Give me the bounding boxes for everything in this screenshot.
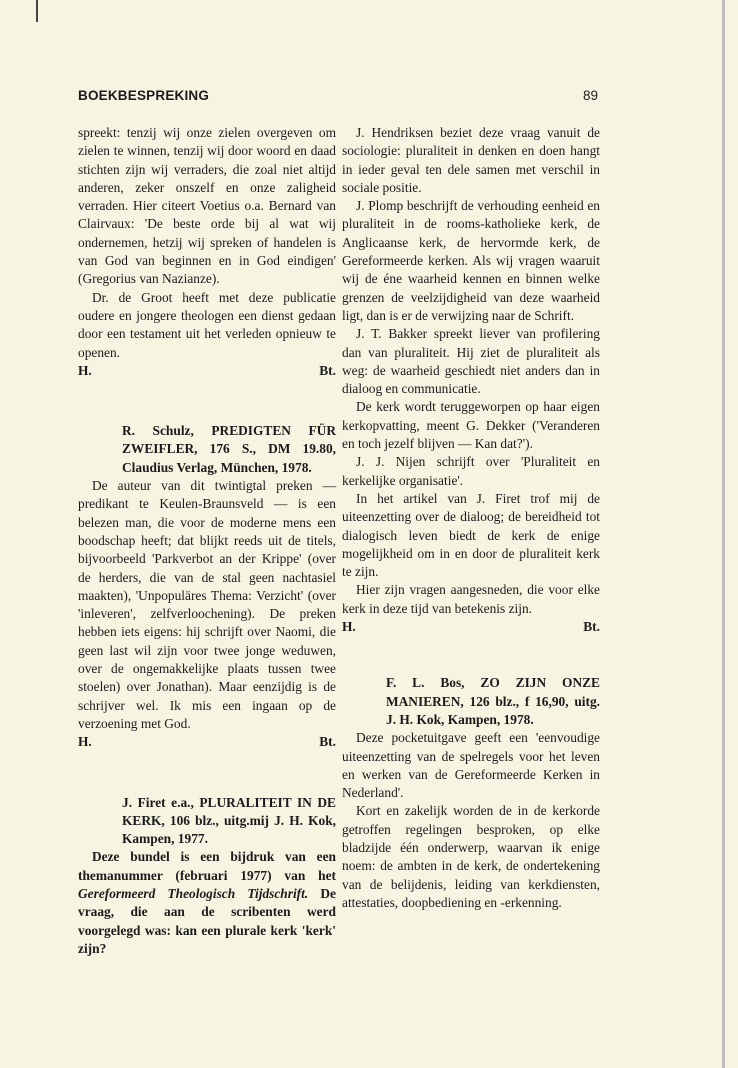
signature-initial-left: H.: [342, 619, 356, 635]
paragraph-plomp: J. Plomp beschrijft de verhouding eenheid en pluraliteit in de rooms-katholieke kerk, de Anglicaanse kerk, de hervormde kerk, de Gereformeerde kerken. Als wij vragen waaruit wij de éne waarheid kennen en binnen welke grenzen de veelzijdigheid van deze waarheid ligt, dan is er de verwijzing naar de Schrift.: [342, 198, 600, 323]
paragraph-dekker: De kerk wordt teruggeworpen op haar eigen kerkopvatting, meent G. Dekker ('Veranderen en toch jezelf blijven — Kan dat?').: [342, 399, 600, 452]
paragraph-firet: In het artikel van J. Firet trof mij de uiteenzetting over de dialoog; de bereidheid tot dialogisch leven biedt de kerk de enige mogelijkheid om in en door de pluraliteit kerk te zijn.: [342, 490, 600, 580]
review-body-firet-a: Deze bundel is een bijdruk van een themanummer (februari 1977) van het: [78, 849, 336, 883]
paragraph-nijen: J. J. Nijen schrijft over 'Pluraliteit en kerkelijke organisatie'.: [342, 454, 600, 488]
page-number: 89: [582, 88, 598, 103]
scan-edge-right: [722, 0, 725, 1068]
paragraph-conclusion: Hier zijn vragen aangesneden, die voor elke kerk in deze tijd van betekenis zijn.: [342, 582, 600, 616]
running-head: BOEKBESPREKING: [78, 88, 210, 103]
signature-1: [78, 362, 336, 380]
signature-initial-right: Bt.: [319, 362, 336, 378]
paragraph-de-groot: Dr. de Groot heeft met deze publicatie oudere en jongere theologen een dienst gedaan door een testament uit het verleden opnieuw te openen.: [78, 289, 336, 360]
right-column: [342, 124, 600, 912]
paragraph-hendriksen: J. Hendriksen beziet deze vraag vanuit de sociologie: pluraliteit in denken en doen hangt in ieder geval ten dele samen met verschil in sociale positie.: [342, 125, 600, 195]
review-heading-schulz: R. Schulz, PREDIGTEN FÜR ZWEIFLER, 176 S., DM 19.80, Claudius Verlag, München, 1978.: [122, 423, 336, 475]
review-heading-bos: F. L. Bos, ZO ZIJN ONZE MANIEREN, 126 blz., f 16,90, uitg. J. H. Kok, Kampen, 1978.: [386, 675, 600, 727]
review-body-bos-2: Kort en zakelijk worden de in de kerkorde getroffen regelingen besproken, op elke bladzijde één onderwerp, waarvan ik enige noem: de ambten in de kerk, de ondertekening van de belijdenis, leiding van kerkdiensten, attestaties, doopbediening en -erkenning.: [342, 803, 600, 910]
paragraph-bakker: J. T. Bakker spreekt liever van profilering dan van pluraliteit. Hij ziet de pluraliteit als weg: de waarheid geschiedt niet anders dan in dialoog en communicatie.: [342, 326, 600, 397]
signature-2: [78, 733, 336, 751]
review-body-schulz: De auteur van dit twintigtal preken — predikant te Keulen-Braunsveld — is een belezen man, die voor de moderne mens een boodschap heeft; dat blijkt reeds uit de titels, bijvoorbeeld 'Parkverbot an der Krippe' (over de herders, die van de stal geen nachtasiel maakten), 'Unpopuläres Thema: Verzicht' (over 'inleveren', zelfverloochening). De preken hebben iets eigens: hij schrijft over Naomi, die geen last wil zijn voor twee jonge weduwen, over de ongemakkelijke plaats tussen twee stoelen) over Jonathan). Maar eenzijdig is de schrijver wel. Ik mis een ingaan op de verzoening met God.: [78, 478, 336, 731]
signature-3: [342, 618, 600, 636]
signature-initial-right: Bt.: [583, 619, 600, 635]
signature-initial-left: H.: [78, 362, 92, 378]
left-column: [78, 124, 336, 958]
scan-edge-left: [36, 0, 38, 22]
journal-title: Gereformeerd Theologisch Tijdschrift.: [78, 885, 309, 901]
review-body-bos-1: Deze pocketuitgave geeft een 'eenvoudige uiteenzetting van de spelregels voor het leven en werken van de Gereformeerde Kerken in Nederland'.: [342, 730, 600, 801]
review-body-firet-b: De vraag, die aan de scribenten werd voorgelegd was: kan een plurale kerk 'kerk' zijn?: [78, 885, 336, 956]
page-header: [78, 88, 598, 108]
review-heading-firet: J. Firet e.a., PLURALITEIT IN DE KERK, 106 blz., uitg.mij J. H. Kok, Kampen, 1977.: [122, 794, 336, 847]
review-body-firet: [78, 848, 336, 958]
signature-initial-left: H.: [78, 734, 92, 750]
signature-initial-right: Bt.: [319, 734, 336, 750]
continued-paragraph: spreekt: tenzij wij onze zielen overgeven om zielen te winnen, tenzij wij door woord en daad stichten zijn wij verraders, die zoal niet altijd anderen, zeker onszelf en onze zaligheid verraden. Hier citeert Voetius o.a. Bernard van Clairvaux: 'De beste orde bij al wat wij ondernemen, hetzij wij spreken of handelen is van God van beginnen en in God eindigen' (Gregorius van Nazianze).: [78, 125, 336, 287]
